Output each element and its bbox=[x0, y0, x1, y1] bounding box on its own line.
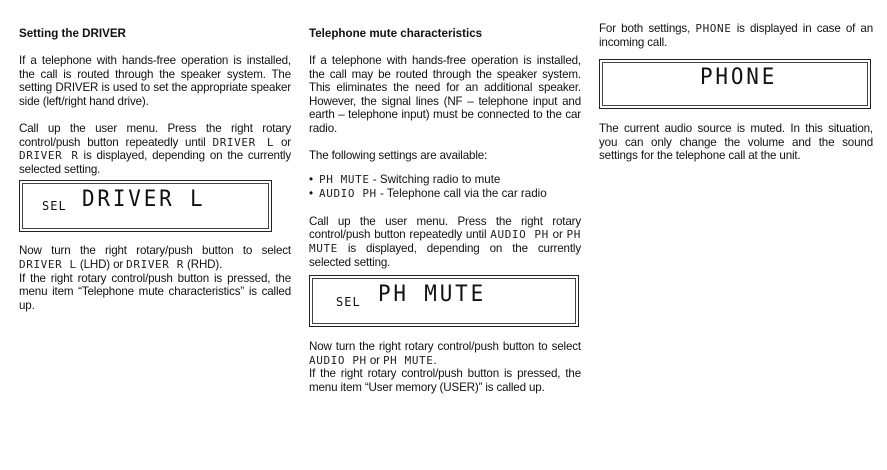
paragraph-mute-call-menu: Call up the user menu. Press the right rotary control/push button repeatedly until AUDIO PH or PH MUTE is displayed, depending on the currently selected setting. bbox=[309, 214, 581, 269]
lcd-text-audio-ph-3: AUDIO PH bbox=[309, 353, 367, 367]
column-telephone-mute bbox=[309, 0, 581, 408]
column-driver-setting bbox=[19, 0, 291, 326]
paragraph-driver-intro: If a telephone with hands-free operation is installed, the call is routed through the speaker system. The setting DRIVER is used to set the appropriate speaker side (left/right hand drive). bbox=[19, 54, 291, 108]
display-sel-label: SEL bbox=[42, 199, 67, 214]
lcd-text-driver-r: DRIVER R bbox=[19, 149, 79, 163]
list-item: • AUDIO PH - Telephone call via the car radio bbox=[309, 186, 547, 200]
lcd-text-ph-mute-2: PH MUTE bbox=[309, 228, 581, 255]
paragraph-phone-display-info: For both settings, PHONE is displayed in case of an incoming call. bbox=[599, 22, 873, 49]
lcd-text-driver-l-2: DRIVER L bbox=[19, 257, 77, 271]
lcd-text-audio-ph-2: AUDIO PH bbox=[490, 228, 549, 242]
paragraph-mute-intro: If a telephone with hands-free operation is installed, the call may be routed through the speaker system. This eliminates the need for an additional speaker. However, the signal lines (NF – telephone input and earth – telephone input) must be connected to the car radio. bbox=[309, 54, 581, 135]
paragraph-mute-next: If the right rotary control/push button is pressed, the menu item “User memory (USER)” is called up. bbox=[309, 367, 581, 394]
paragraph-settings-available: The following settings are available: bbox=[309, 149, 488, 163]
display-sel-label: SEL bbox=[336, 295, 361, 310]
lcd-text-driver-l: DRIVER L bbox=[212, 135, 275, 149]
settings-list bbox=[309, 173, 581, 201]
lcd-text-phone: PHONE bbox=[695, 22, 732, 35]
paragraph-driver-next: If the right rotary control/push button is pressed, the menu item “Telephone mute characteristics” is called up. bbox=[19, 271, 291, 312]
paragraph-mute-select: Now turn the right rotary control/push button to select AUDIO PH or PH MUTE. bbox=[309, 340, 581, 367]
lcd-text-ph-mute: PH MUTE bbox=[319, 172, 370, 186]
lcd-text-driver-r-2: DRIVER R bbox=[126, 257, 184, 271]
display-value-driver-l: DRIVER L bbox=[82, 187, 206, 213]
list-item: • PH MUTE - Switching radio to mute bbox=[309, 172, 501, 186]
lcd-text-audio-ph: AUDIO PH bbox=[319, 186, 377, 200]
paragraph-driver-select: Now turn the right rotary/push button to select DRIVER L (LHD) or DRIVER R (RHD). bbox=[19, 244, 291, 271]
paragraph-driver-call-menu: Call up the user menu. Press the right rotary control/push button repeatedly until DRIVER L or DRIVER R is displayed, depending on the currently selected setting. bbox=[19, 121, 292, 176]
column-phone-display bbox=[599, 22, 873, 177]
display-value-phone: PHONE bbox=[700, 65, 778, 91]
paragraph-audio-muted: The current audio source is muted. In this situation, you can only change the volume and the sound settings for the telephone call at the unit. bbox=[599, 122, 873, 163]
display-value-ph-mute: PH MUTE bbox=[378, 282, 487, 308]
heading-telephone-mute: Telephone mute characteristics bbox=[309, 27, 483, 40]
lcd-text-ph-mute-3: PH MUTE bbox=[382, 353, 434, 367]
display-driver-l bbox=[19, 180, 272, 232]
heading-setting-driver: Setting the DRIVER bbox=[19, 27, 126, 40]
display-ph-mute bbox=[309, 275, 579, 327]
display-phone bbox=[599, 59, 871, 109]
